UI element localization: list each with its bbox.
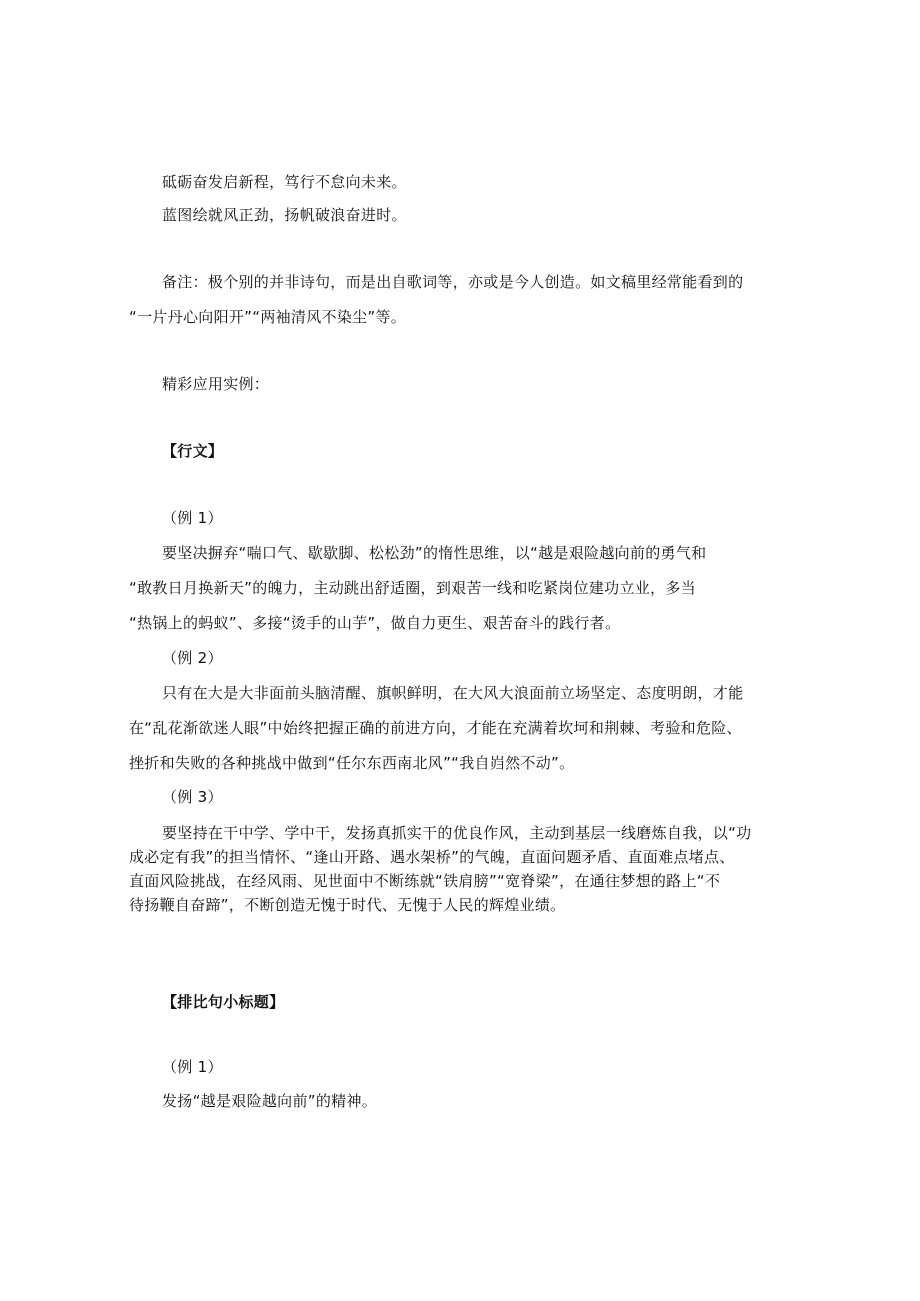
example-3-line-3: 直面风险挑战，在经风雨、见世面中不断练就“铁肩膀”“宽脊梁”，在通往梦想的路上“不 — [129, 872, 721, 890]
note-line-2: “一片丹心向阳开”“两袖清风不染尘”等。 — [129, 308, 407, 326]
example-3-line-4: 待扬鞭自奋蹄”，不断创造无愧于时代、无愧于人民的辉煌业绩。 — [129, 896, 566, 914]
section-heading-writing: 【行文】 — [162, 442, 224, 460]
example-2-line-2: 在“乱花渐欲迷人眼”中始终把握正确的前进方向，才能在充满着坎坷和荆棘、考验和危险、 — [129, 719, 742, 737]
example-1-line-3: “热锅上的蚂蚁”、多接“烫手的山芋”，做自力更生、艰苦奋斗的践行者。 — [129, 614, 621, 632]
example-2-line-3: 挫折和失败的各种挑战中做到“任尔东西南北风”“我自岿然不动”。 — [129, 754, 575, 772]
parallel-example-1-line: 发扬“越是艰险越向前”的精神。 — [162, 1092, 378, 1110]
note-line-1: 备注：极个别的并非诗句，而是出自歌词等，亦或是今人创造。如文稿里经常能看到的 — [162, 273, 744, 291]
example-1-line-1: 要坚决摒弃“喘口气、歇歇脚、松松劲”的惰性思维，以“越是艰险越向前的勇气和 — [162, 544, 707, 562]
intro-line-1: 砥砺奋发启新程，笃行不怠向未来。 — [162, 173, 407, 191]
example-label: （例 2） — [162, 649, 223, 667]
section-heading-parallel: 【排比句小标题】 — [162, 993, 285, 1011]
example-2-line-1: 只有在大是大非面前头脑清醒、旗帜鲜明，在大风大浪面前立场坚定、态度明朗，才能 — [162, 684, 744, 702]
example-1-line-2: “敢教日月换新天”的魄力，主动跳出舒适圈，到艰苦一线和吃紧岗位建功立业，多当 — [129, 579, 696, 597]
example-3-line-1: 要坚持在干中学、学中干，发扬真抓实干的优良作风，主动到基层一线磨炼自我，以“功 — [162, 824, 752, 842]
example-label: （例 1） — [162, 509, 223, 527]
intro-line-2: 蓝图绘就风正劲，扬帆破浪奋进时。 — [162, 206, 407, 224]
example-3-line-2: 成必定有我”的担当情怀、“逢山开路、遇水架桥”的气魄，直面问题矛盾、直面难点堵点、 — [129, 848, 735, 866]
examples-heading: 精彩应用实例： — [162, 375, 270, 393]
example-label: （例 3） — [162, 788, 223, 806]
example-label: （例 1） — [162, 1058, 223, 1076]
